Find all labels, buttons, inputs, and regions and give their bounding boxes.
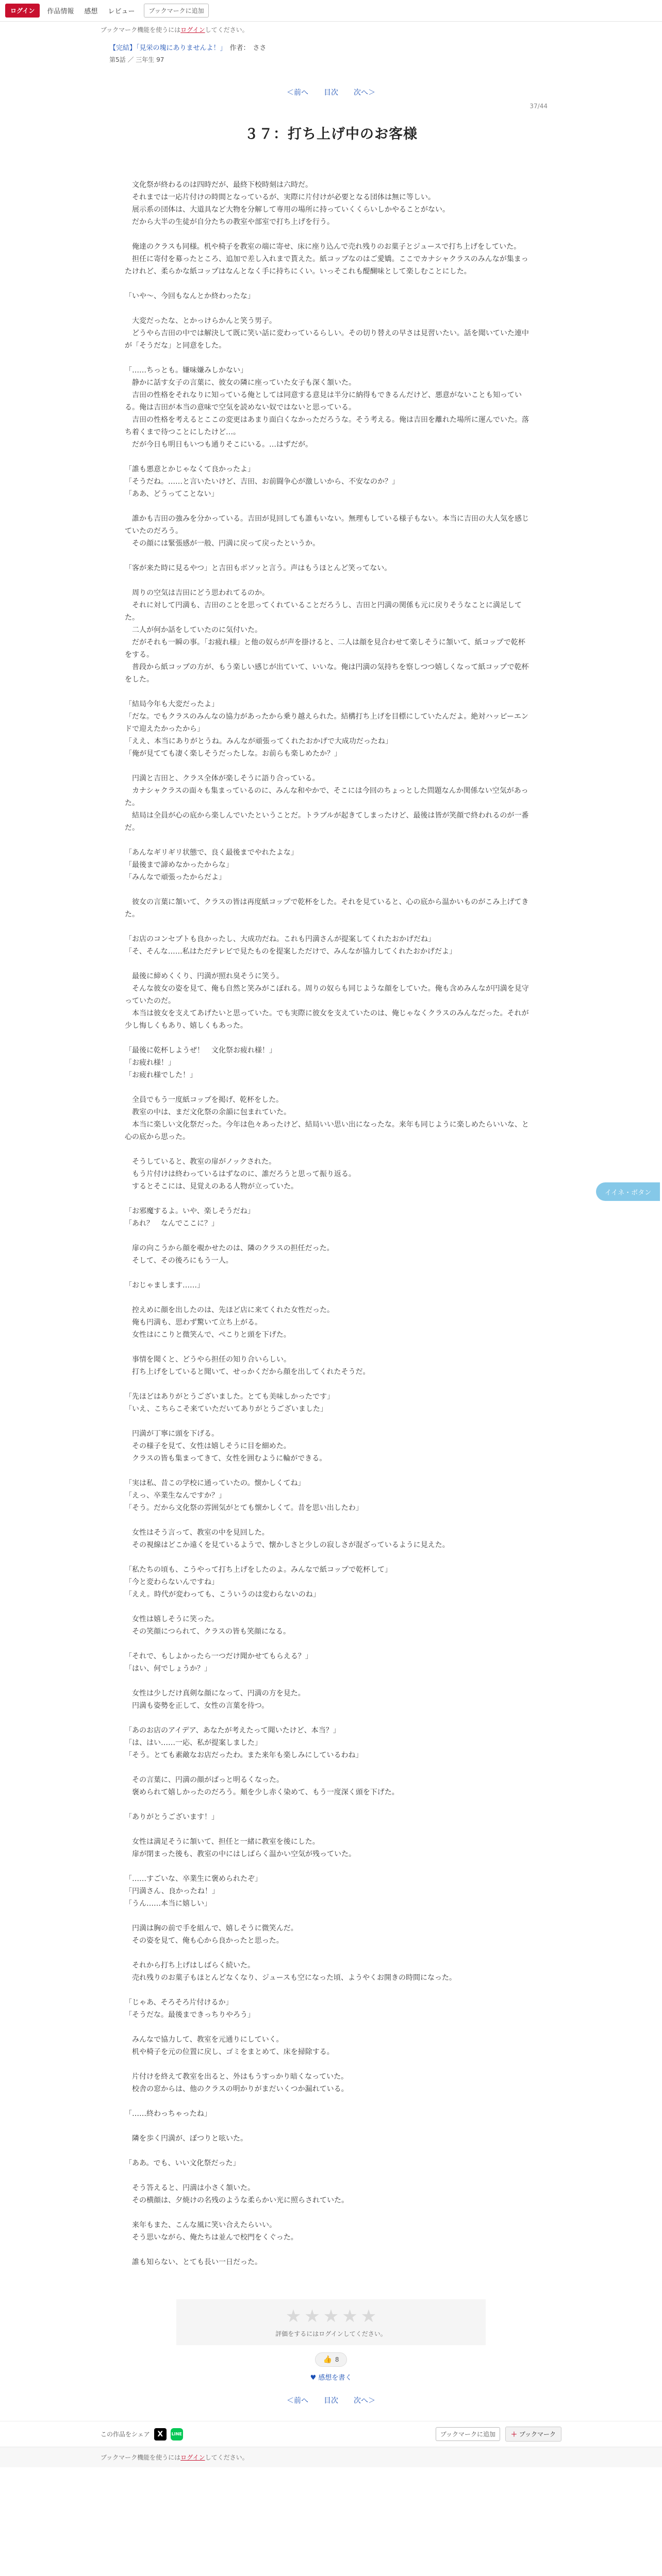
body-paragraph [125,1032,532,1044]
body-paragraph: それまでは一応片付けの時間となっているが、実際に片付けが必要となる団体は無に等しい。 [125,193,435,201]
body-paragraph: 来年もまた、こんな風に笑い合えたらいい。 [125,2221,276,2229]
like-wrap [109,2352,553,2367]
body-paragraph: 机や椅子を元の位置に戻し、ゴミをまとめて、床を掃除する。 [125,2048,334,2056]
share-bar [0,2421,662,2447]
body-paragraph: そんな彼女の姿を見て、俺も自然と笑みがこぼれる。周りの奴らも同じような顔をしていた。俺も含めみんなが円満を見守っていたのだ。 [125,985,529,1005]
body-paragraph [125,686,532,698]
body-paragraph: 控えめに顔を出したのは、先ほど店に来てくれた女性だった。 [125,1306,334,1314]
body-paragraph: 担任に寄付を募ったところ、追加で差し入れまで貰えた。紙コップなのはご愛嬌。ここでカナシャクラスのみんなが集まったけれど、柔らかな紙コップはなんとなく手に持ちにくい。いっそこれも醍醐味として楽しむことにした。 [125,255,528,276]
author-label: 作者： [229,44,250,52]
body-paragraph [125,1081,532,1094]
body-paragraph [125,2095,532,2108]
body-paragraph [125,958,532,970]
body-paragraph: 女性は嬉しそうに笑った。 [125,1615,219,1623]
body-paragraph: 静かに話す女子の言葉に、彼女の隣に座っていた女子も深く頷いた。 [125,379,356,387]
star-icon[interactable]: ★ [323,2306,339,2327]
body-paragraph: 「俺が見てても凄く楽しそうだったしな。お前らも楽しめたか？」 [125,750,341,758]
body-paragraph [125,2021,532,2033]
notice-post: してください。 [205,26,249,33]
body-paragraph: だから大半の生徒が自分たちの教室や部室で打ち上げを行う。 [125,218,334,226]
body-paragraph: 「お店のコンセプトも良かったし、大成功だね。これも円満さんが提案してくれたおかげだね」 [125,935,435,943]
body-paragraph: 「結局今年も大変だったよ」 [125,700,219,708]
body-paragraph: みんなで協力して、教室を元通りにしていく。 [125,2036,284,2044]
body-paragraph: 「誰も悪意とかじゃなくて良かったよ」 [125,465,255,473]
body-paragraph [125,1675,532,1687]
body-paragraph: 売れ残りのお菓子もほとんどなくなり、ジュースも空になった頃、ようやくお開きの時間になった。 [125,1974,457,1982]
body-paragraph: 円満が丁寧に頭を下げる。 [125,1430,219,1438]
body-paragraph: 二人が何か話をしていたのに気付いた。 [125,626,262,634]
body-paragraph: 事情を聞くと、どうやら担任の知り合いらしい。 [125,1355,291,1364]
body-paragraph [125,500,532,513]
body-paragraph [125,1230,532,1242]
body-paragraph: 彼女の言葉に頷いて、クラスの皆は再度紙コップで乾杯をした。それを見ていると、心の底から温かいものがこみ上げてきた。 [125,898,529,919]
body-paragraph: 「は、はい……一応、私が提案しました」 [125,1739,262,1747]
body-paragraph [125,1823,532,1836]
body-paragraph: 打ち上げをしていると聞いて、せっかくだから顔を出してくれたそうだ。 [125,1368,370,1376]
body-paragraph: するとそこには、見覚えのある人物が立っていた。 [125,1182,298,1191]
body-paragraph: その姿を見て、俺も心から良かったと思った。 [125,1937,284,1945]
notice-login-link[interactable]: ログイン [180,26,205,33]
body-paragraph: 女性はにこりと微笑んで、ぺこりと頭を下げた。 [125,1331,291,1339]
body-paragraph: 扉が閉まった後も、教室の中にはしばらく温かい空気が残っていた。 [125,1850,356,1858]
share-right [436,2427,561,2442]
rating-box [176,2299,486,2345]
body-paragraph: それから打ち上げはしばらく続いた。 [125,1961,255,1970]
share-left [101,2428,183,2441]
body-paragraph [125,1465,532,1477]
body-paragraph: 誰かも吉田の強みを分かっている。吉田が見回しても誰もいない。無理もしている様子もない。本当に吉田の大人気を感じていたのだろう。 [125,515,529,535]
body-paragraph [125,1193,532,1205]
body-paragraph [125,760,532,772]
body-paragraph [125,1638,532,1650]
body-paragraph: 女性は少しだけ真剣な顔になって、円満の方を見た。 [125,1689,305,1698]
body-paragraph: 「今と変わらないんですね」 [125,1578,219,1586]
body-paragraph: 「そう。とても素敵なお店だったわ。また来年も楽しみにしているわね」 [125,1751,363,1759]
pager-bottom [109,2395,553,2405]
nav-comments[interactable]: 感想 [84,8,98,15]
body-paragraph: 「はい、何でしょうか？」 [125,1665,211,1673]
body-paragraph [125,574,532,587]
body-paragraph: 本当に楽しい文化祭だった。今年は色々あったけど、結局いい思い出になったな。来年も同じように楽しめたらいいな、と心の底から思った。 [125,1121,529,1141]
body-paragraph: 「えっ、卒業生なんですか？」 [125,1492,226,1500]
body-paragraph: 「ああ、どうってことない」 [125,490,219,498]
next-link[interactable]: 次へ＞ [354,89,375,97]
star-icon[interactable]: ★ [360,2306,377,2327]
body-paragraph [125,2207,532,2219]
login-button[interactable]: ログイン [5,4,40,18]
body-paragraph [125,921,532,933]
body-paragraph [125,1601,532,1613]
body-paragraph: 本当は彼女を支えてあげたいと思っていた。でも実際に彼女を支えていたのは、俺じゃなくクラスのみんなだった。それが少し悔しくもあり、嬉しくもあった。 [125,1009,529,1030]
body-paragraph [125,884,532,896]
body-paragraph: 全員でもう一度紙コップを掲げ、乾杯をした。 [125,1096,284,1104]
body-paragraph [125,1292,532,1304]
body-paragraph: 「あれ？ なんでここに？」 [125,1219,219,1228]
top-bar [0,0,662,22]
body-paragraph: そう思いながら、俺たちは並んで校門をくぐった。 [125,2233,298,2242]
body-paragraph: 円満も姿勢を正して、女性の言葉を待つ。 [125,1702,269,1710]
body-paragraph: 円満と吉田と、クラス全体が楽しそうに語り合っている。 [125,774,320,783]
body-paragraph [125,1910,532,1922]
body-paragraph: 「……ちっとも。嫌味嫌みしかない」 [125,366,247,375]
body-paragraph: 「そ、そんな……私はただテレビで見たものを提案しただけで、みんなが協力してくれたおかげだよ」 [125,947,457,956]
thumbs-up-icon: 👍 [323,2355,332,2364]
body-paragraph [125,228,532,241]
body-paragraph: どうやら吉田の中では解決して既に笑い話に変わっているらしい。その切り替えの早さは見習いたい。話を聞いていた連中が「そうだな」と同意をした。 [125,329,529,350]
body-paragraph [125,1378,532,1391]
notice-login-link-bottom[interactable]: ログイン [180,2454,205,2461]
body-paragraph [125,2170,532,2182]
body-paragraph [125,834,532,846]
x-share-icon[interactable]: X [154,2428,167,2441]
body-paragraph: 「先ほどはありがとうございました。とても美味しかったです」 [125,1393,334,1401]
body-paragraph: そう答えると、円満は小さく頷いた。 [125,2184,255,2192]
plus-icon: ＋ [510,2431,517,2438]
star-icon[interactable]: ★ [285,2306,302,2327]
body-paragraph: 周りの空気は吉田にどう思われてるのか。 [125,589,269,597]
body-paragraph: 俺も円満も、思わず驚いて立ち上がる。 [125,1318,262,1327]
like-count: 8 [335,2356,339,2363]
body-paragraph [125,302,532,315]
body-paragraph: 「あのお店のアイデア、あなたが考えたって聞いたけど、本当？」 [125,1726,340,1735]
body-paragraph: カナシャクラスの面々も集まっているのに、みんな和やかで、そこには今回のちょっとした問題なんか関係ない空気があった。 [125,787,528,807]
body-paragraph [125,1761,532,1774]
body-paragraph [125,2120,532,2132]
body-paragraph: 「お疲れ様でした！」 [125,1071,197,1079]
body-paragraph: その視線はどこか遠くを見ているようで、懐かしさと少しの寂しさが混ざっているように見えた。 [125,1541,450,1549]
body-paragraph: 「いえ、こちらこそ来ていただいてありがとうございました」 [125,1405,327,1413]
body-paragraph: 「……終わっちゃったね」 [125,2110,211,2118]
body-paragraph: もう片付けは終わっているはずなのに、誰だろうと思って振り返る。 [125,1170,356,1178]
body-paragraph: 普段から紙コップの方が、もう楽しい感じが出ていて、いいな。俺は円満の気持ちを察しつつ嬉しくなって紙コップで乾杯をした。 [125,663,529,684]
body-paragraph: そして、その後ろにもう一人。 [125,1257,233,1265]
series-info [109,42,553,52]
body-paragraph: 「ええ、本当にありがとうね。みんなが頑張ってくれたおかげで大成功だったね」 [125,737,392,745]
body-paragraph: 円満は胸の前で手を組んで、嬉しそうに微笑んだ。 [125,1924,298,1933]
toc-link[interactable]: 目次 [324,89,338,97]
novel-body [109,179,553,2268]
prev-link-bottom[interactable]: ＜前へ [287,2397,308,2405]
nav-reviews[interactable]: レビュー [108,8,135,15]
prev-link[interactable]: ＜前へ [287,89,308,97]
body-paragraph: 「最後に乾杯しようぜ！ 文化祭お疲れ様！」 [125,1046,276,1055]
notice-pre: ブックマーク機能を使うには [101,26,181,33]
series-title-link[interactable]: 【完結】「見栄の塊にありませんよ！」 [109,44,227,52]
body-paragraph: 「そう。だから文化祭の雰囲気がとても懐かしくて。昔を思い出したわ」 [125,1504,363,1512]
bookmark-label: ブックマーク [519,2431,556,2438]
body-paragraph [125,278,532,290]
body-paragraph: 褒められて嬉しかったのだろう。頬を少し赤く染めて、もう一度深く頭を下げた。 [125,1788,399,1797]
body-paragraph [125,1415,532,1428]
body-paragraph: その言葉に、円満の顔がぱっと明るくなった。 [125,1776,284,1784]
login-notice [0,22,662,37]
body-paragraph: 「いや～、今回もなんとか終わったな」 [125,292,255,300]
body-paragraph: だがそれも一瞬の事。「お疲れ様」と他の奴らが声を掛けると、二人は顔を見合わせて楽しそうに頷いて、紙コップで乾杯をする。 [125,638,525,659]
write-comment-link[interactable]: ♥ 感想を書く [310,2374,352,2382]
body-paragraph [125,2244,532,2256]
notice-post-bottom: してください。 [205,2454,249,2461]
rating-note: 評価をするにはログインしてください。 [275,2330,387,2337]
page-number: 37/44 [529,103,548,110]
body-paragraph: 「実は私、昔この学校に通っていたの。懐かしくてね」 [125,1479,305,1487]
body-paragraph [125,451,532,463]
body-paragraph: その顔には緊張感が一般、円満に戻って戻ったというか。 [125,539,320,548]
body-paragraph: 結局は全員が心の底から楽しんでいたということだ。トラブルが起きてしまったけど、最後は皆が笑顔で終われるのが一番だ。 [125,811,529,832]
pager-top [109,87,553,97]
body-paragraph: そうしていると、教室の扉がノックされた。 [125,1158,276,1166]
body-paragraph: その様子を見て、女性は嬉しそうに目を細めた。 [125,1442,291,1450]
body-paragraph: 「あんなギリギリ状態で、良く最後までやれたよな」 [125,849,298,857]
body-paragraph: 扉の向こうから顔を覗かせたのは、隣のクラスの担任だった。 [125,1244,334,1252]
bookmark-button[interactable] [505,2427,561,2442]
body-paragraph [125,1860,532,1873]
add-bookmark-button[interactable]: ブックマークに追加 [144,4,208,18]
author-name[interactable]: ささ [253,44,267,52]
body-paragraph: 「じゃあ、そろそろ片付けるか」 [125,1998,233,2007]
toc-link-bottom[interactable]: 目次 [324,2397,338,2405]
body-paragraph [125,1984,532,1996]
body-paragraph: 俺達のクラスも同様。机や椅子を教室の端に寄せ、床に座り込んで売れ残りのお菓子とジュースで打ち上げをしていた。 [125,243,521,251]
chapter-title: ３７：打ち上げ中のお客様 [244,126,418,142]
body-paragraph [125,352,532,364]
body-paragraph [125,1712,532,1724]
body-paragraph: 文化祭が終わるのは四時だが、最終下校時刻は六時だ。 [125,181,312,189]
body-paragraph: 「おじゃまします……」 [125,1281,204,1290]
star-icon[interactable]: ★ [304,2306,320,2327]
body-paragraph: 「ええ。時代が変わっても、こういうのは変わらないのね」 [125,1590,320,1599]
body-paragraph: クラスの皆も集まってきて、女性を囲むように輪ができる。 [125,1454,327,1463]
body-paragraph: それに対して円満も、吉田のことを思ってくれていることだろうし、吉田と円満の関係も元に戻りそうなことに満足してた。 [125,601,522,622]
body-paragraph: 「客が来た時に見るやつ」と吉田もボソッと言う。声はもうほとんど笑ってない。 [125,564,392,572]
line-share-icon[interactable]: LINE [171,2428,183,2441]
body-paragraph: 「お邪魔するよ。いや、楽しそうだね」 [125,1207,255,1215]
body-paragraph: その横顔は、夕焼けの名残のような柔らかい光に照らされていた。 [125,2196,349,2205]
rating-stars [176,2308,486,2325]
body-paragraph: 「うん……本当に嬉しい」 [125,1900,211,1908]
body-paragraph: 「ありがとうございます！」 [125,1813,219,1821]
star-icon[interactable]: ★ [342,2306,358,2327]
body-paragraph: 「円満さん、良かったね！」 [125,1887,219,1895]
next-link-bottom[interactable]: 次へ＞ [354,2397,375,2405]
body-paragraph: 展示系の団体は、大道具など大物を分解して専用の場所に持っていくくらいしかやることがない。 [125,206,450,214]
body-paragraph: 「お疲れ様！」 [125,1059,175,1067]
body-paragraph [125,550,532,562]
body-paragraph [125,1947,532,1959]
share-label: この作品をシェア [101,2431,150,2438]
add-bookmark-button-bottom[interactable]: ブックマークに追加 [436,2427,500,2441]
body-paragraph [125,1267,532,1279]
body-paragraph: 「だな。でもクラスのみんなの協力があったから乗り越えられた。結構打ち上げを目標にしていたんだよ。絶対ハッピーエンドで迎えたかったから」 [125,713,528,733]
body-paragraph: 片付けを終えて教室を出ると、外はもうすっかり暗くなっていた。 [125,2073,349,2081]
body-paragraph: 隣を歩く円満が、ぽつりと呟いた。 [125,2134,247,2143]
body-paragraph: 「私たちの頃も、こうやって打ち上げをしたのよ。みんなで紙コップで乾杯して」 [125,1566,392,1574]
body-paragraph [125,1799,532,1811]
body-paragraph [125,1551,532,1564]
body-paragraph: 吉田の性格を考えるとここの変更はあまり面白くなかっただろうな。そう考える。俺は吉田を離れた場所に運んでいた。落ち着くまで待つことにしたけど…。 [125,416,529,436]
body-paragraph [125,2058,532,2071]
body-paragraph: 最後に締めくくり、円満が照れ臭そうに笑う。 [125,972,284,980]
episode-count: 第5話 ／ 三年生 97 [109,56,164,63]
body-paragraph: その笑顔につられて、クラスの皆も笑顔になる。 [125,1628,291,1636]
body-paragraph: 「最後まで諦めなかったからな」 [125,861,233,869]
body-paragraph: 校舎の窓からは、他のクラスの明かりがまだいくつか漏れている。 [125,2085,349,2093]
nav-work-info[interactable]: 作品情報 [47,8,74,15]
body-paragraph [125,1143,532,1156]
body-paragraph: だが今日も明日もいつも通りそこにいる。…はずだが。 [125,440,312,449]
side-floating-button[interactable]: イイネ・ボタン [596,1182,660,1201]
body-paragraph: 教室の中は、まだ文化祭の余韻に包まれていた。 [125,1108,291,1116]
body-paragraph: 誰も知らない、とても長い一日だった。 [125,2258,262,2266]
like-button[interactable] [315,2352,346,2367]
body-paragraph: 女性はそう言って、教室の中を見回した。 [125,1529,269,1537]
main-content [99,42,563,2405]
body-paragraph: 「それで、もしよかったら一つだけ聞かせてもらえる？」 [125,1652,312,1660]
body-paragraph: 吉田の性格をそれなりに知っている俺としては同意する意見は半分に納得もできるんだけど、悪意がないことも知っている。俺は吉田が本当の意味で空気を読めない奴ではないと思っている。 [125,391,522,412]
body-paragraph: 「みんなで頑張ったからだよ」 [125,873,226,882]
body-paragraph: 大変だったな、とかっけらかんと笑う男子。 [125,317,276,325]
notice-pre-bottom: ブックマーク機能を使うには [101,2454,181,2461]
body-paragraph: 「そうだね。……と言いたいけど、吉田、お前闘争心が激しいから、不安なのか？」 [125,478,399,486]
body-paragraph [125,1341,532,1353]
body-paragraph [125,2145,532,2157]
body-paragraph: 「……すごいな、卒業生に褒められたぞ」 [125,1875,262,1883]
body-paragraph [125,1514,532,1527]
body-paragraph: 「そうだな。最後まできっちりやろう」 [125,2011,255,2019]
login-notice-bottom [0,2447,662,2467]
body-paragraph: 「ああ。でも、いい文化祭だった」 [125,2159,240,2167]
body-paragraph: 女性は満足そうに頷いて、担任と一緒に教室を後にした。 [125,1838,320,1846]
